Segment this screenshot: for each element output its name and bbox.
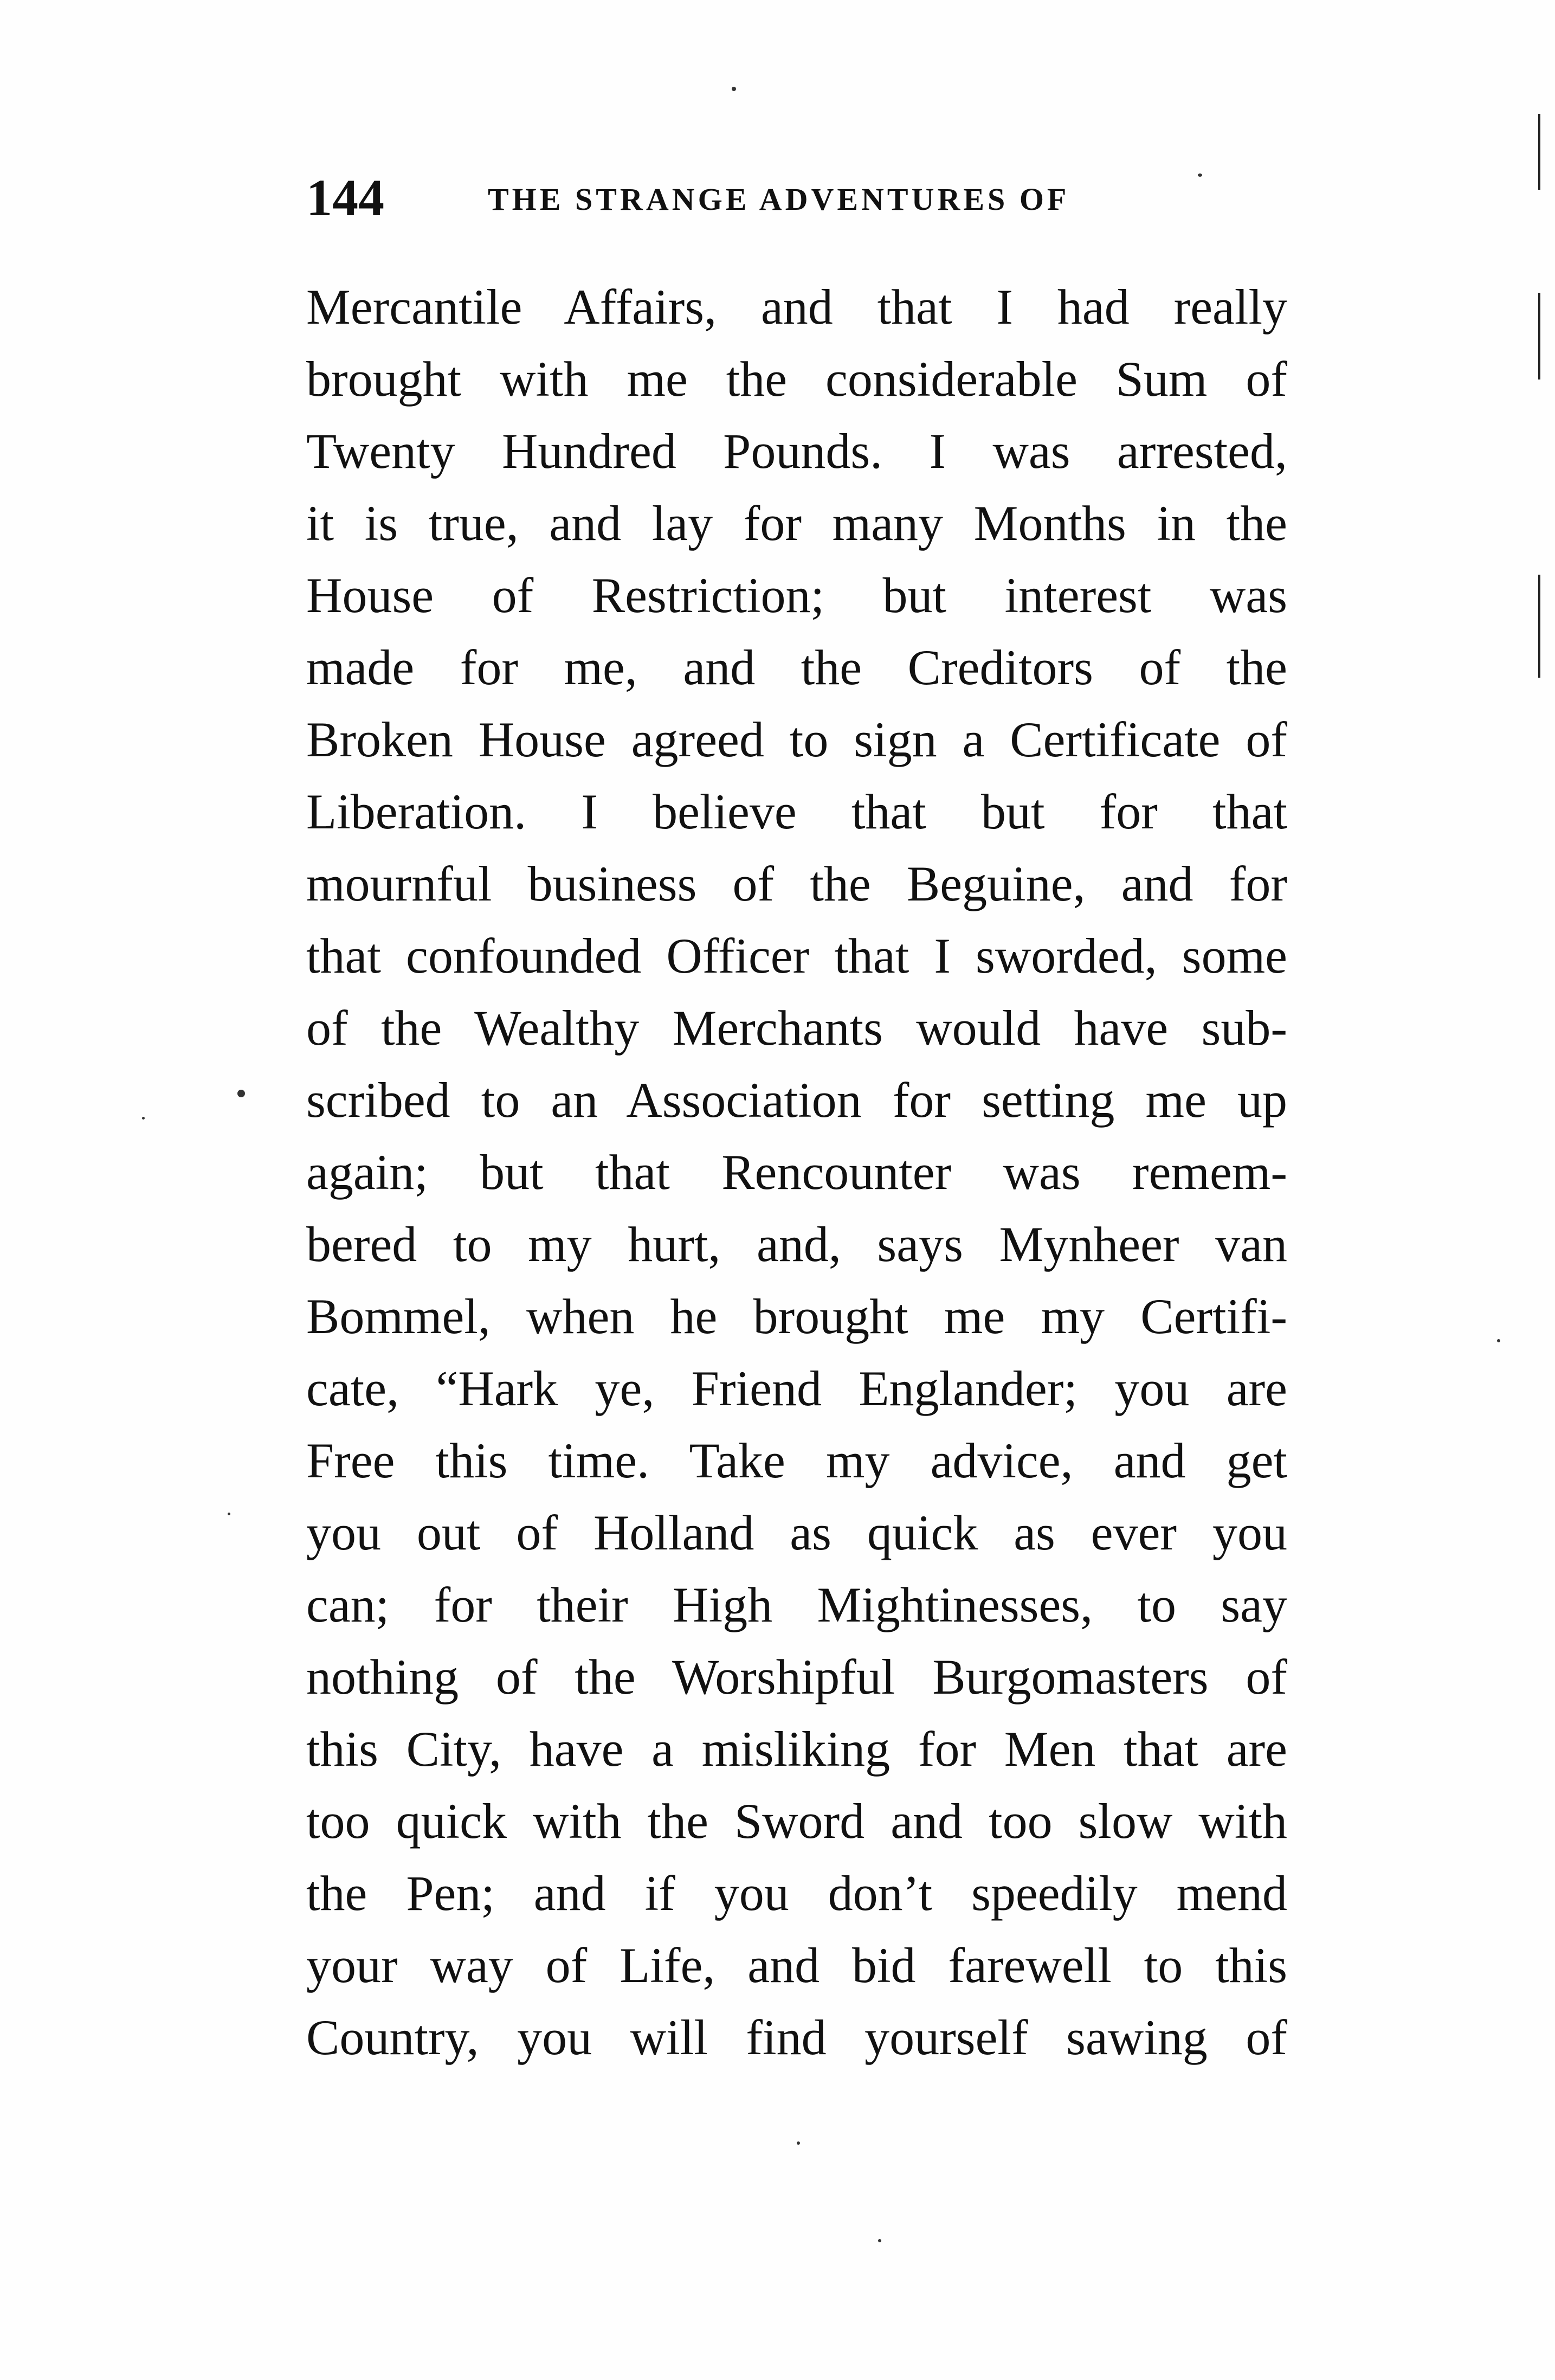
text-line: mournful business of the Beguine, and for <box>306 856 1287 911</box>
text-line: made for me, and the Creditors of the <box>306 640 1287 695</box>
text-line: that confounded Officer that I sworded, some <box>306 928 1287 983</box>
scan-edge-mark <box>1538 293 1540 379</box>
text-line: too quick with the Sword and too slow with <box>306 1793 1287 1849</box>
text-line: this City, have a misliking for Men that are <box>306 1721 1287 1777</box>
text-line: scribed to an Association for setting me up <box>306 1072 1287 1128</box>
text-line: brought with me the considerable Sum of <box>306 351 1287 407</box>
running-title: THE STRANGE ADVENTURES OF <box>488 182 1070 217</box>
text-line: Broken House agreed to sign a Certificate of <box>306 712 1287 767</box>
scan-speck <box>142 1117 145 1120</box>
text-line: cate, “Hark ye, Friend Englander; you are <box>306 1361 1287 1416</box>
text-line: nothing of the Worshipful Burgomasters of <box>306 1649 1287 1704</box>
scan-edge-mark <box>1538 114 1540 190</box>
text-line: of the Wealthy Merchants would have sub- <box>306 1000 1287 1056</box>
scan-speck <box>1198 173 1202 177</box>
scan-edge-mark <box>1538 575 1540 678</box>
body-text <box>306 271 1287 2074</box>
text-line: can; for their High Mightinesses, to say <box>306 1577 1287 1632</box>
text-line: it is true, and lay for many Months in the <box>306 496 1287 551</box>
scan-speck <box>878 2239 881 2242</box>
text-line: bered to my hurt, and, says Mynheer van <box>306 1217 1287 1272</box>
text-line: Twenty Hundred Pounds. I was arrested, <box>306 423 1287 479</box>
text-line: your way of Life, and bid farewell to this <box>306 1938 1287 1993</box>
scan-speck <box>1497 1339 1500 1342</box>
scan-speck <box>237 1090 245 1097</box>
text-line: Bommel, when he brought me my Certifi- <box>306 1289 1287 1344</box>
text-line: again; but that Rencounter was remem- <box>306 1144 1287 1200</box>
text-line: Free this time. Take my advice, and get <box>306 1433 1287 1488</box>
running-head <box>306 163 1282 233</box>
text-line: Liberation. I believe that but for that <box>306 784 1287 839</box>
scan-speck <box>797 2141 800 2145</box>
scan-speck <box>732 87 736 91</box>
text-line: Country, you will find yourself sawing of <box>306 2010 1287 2065</box>
page-number: 144 <box>306 169 384 227</box>
text-line: the Pen; and if you don’t speedily mend <box>306 1866 1287 1921</box>
text-line: Mercantile Affairs, and that I had really <box>306 279 1287 335</box>
text-line: House of Restriction; but interest was <box>306 568 1287 623</box>
text-line: you out of Holland as quick as ever you <box>306 1505 1287 1560</box>
scan-speck <box>228 1513 230 1515</box>
